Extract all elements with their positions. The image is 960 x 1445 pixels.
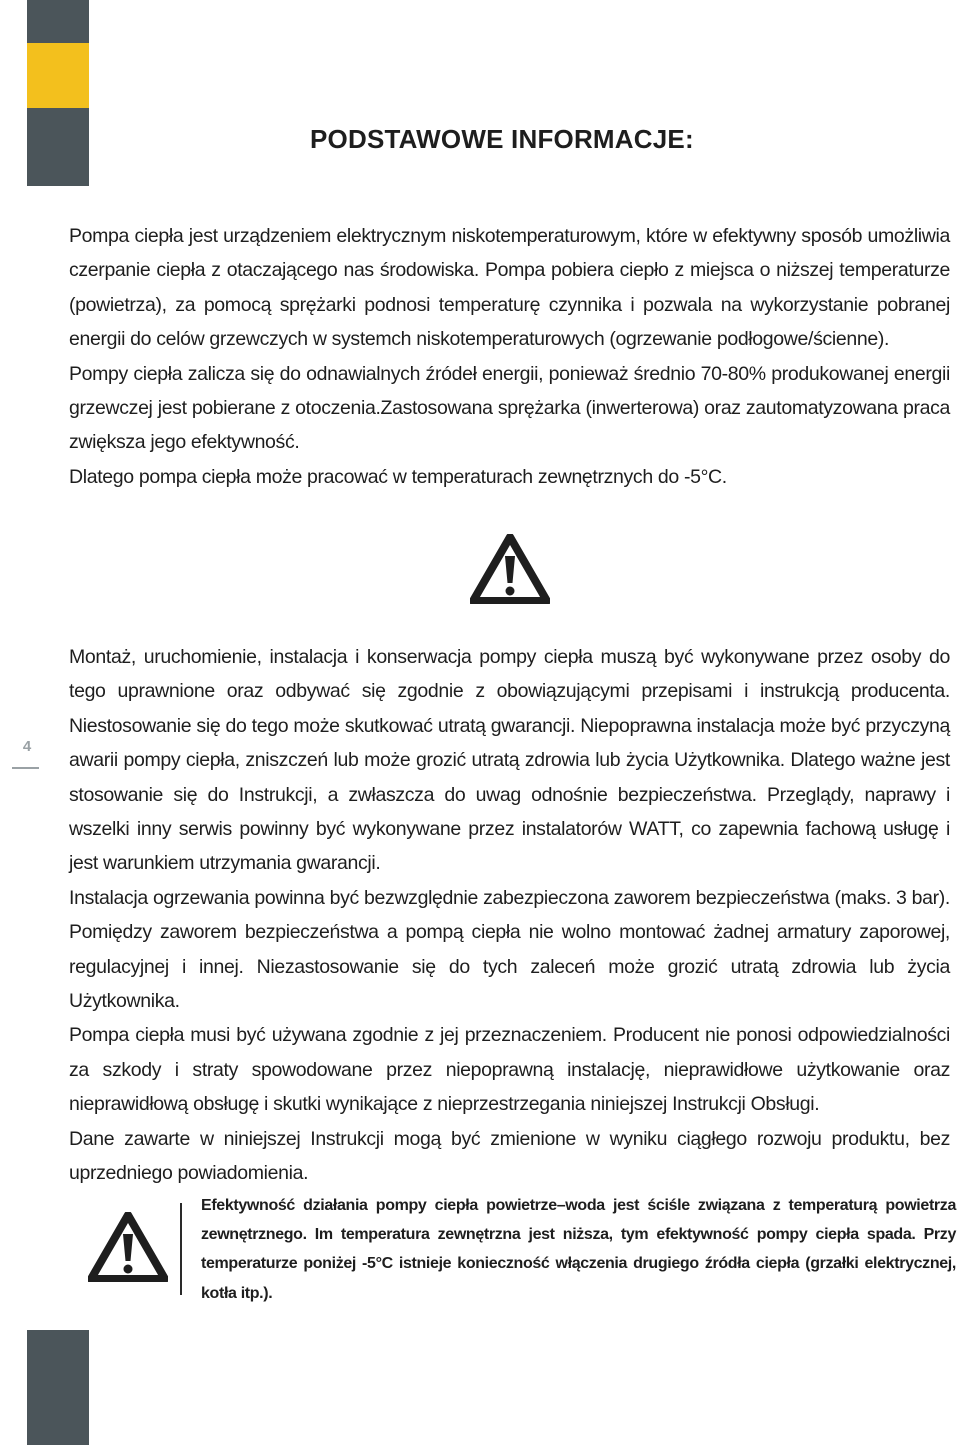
sidebar-block-middle <box>27 108 89 186</box>
efficiency-note: Efektywność działania pompy ciepła powietrze–woda jest ściśle związana z temperaturą powietrza zewnętrznego. Im temperatura zewnętrzna jest niższa, tym efektywność pompy ciepła spada. Przy temperaturze poniżej -5°C istnieje konieczność włączenia drugiego źródła ciepła (grzałki elektrycznej, kotła itp.). <box>201 1197 956 1302</box>
intro-section <box>69 219 950 494</box>
safety-paragraph: Instalacja ogrzewania powinna być bezwzględnie zabezpieczona zaworem bezpieczeństwa (maks. 3 bar). Pomiędzy zaworem bezpieczeństwa a pompą ciepła nie wolno montować żadnej armatury zaporowej, regulacyjnej i innej. Niezastosowanie się do tych zaleceń może grozić utratą zdrowia lub życia Użytkownika. <box>69 886 950 1013</box>
safety-section <box>69 640 950 1191</box>
page-title: PODSTAWOWE INFORMACJE: <box>310 124 694 154</box>
intro-paragraph: Pompa ciepła jest urządzeniem elektrycznym niskotemperaturowym, które w efektywny sposób umożliwia czerpanie ciepła z otaczającego nas środowiska. Pompa pobiera ciepło z miejsca o niższej temperaturze (powietrza), za pomocą sprężarki podnosi temperaturę czynnika i pozwala na wykorzystanie pobranej energii do celów grzewczych w systemch niskotemperaturowych (ogrzewanie podłogowe/ścienne). <box>69 225 950 351</box>
page-number-rule <box>12 767 39 769</box>
sidebar-block-top <box>27 0 89 43</box>
note-divider <box>180 1203 182 1295</box>
safety-paragraph: Montaż, uruchomienie, instalacja i konserwacja pompy ciepła muszą być wykonywane przez osoby do tego uprawnione oraz odbywać się zgodnie z obowiązującymi przepisami i instrukcją producenta. Niestosowanie się do tego może skutkować utratą gwarancji. Niepoprawna instalacja może być przyczyną awarii pompy ciepła, zniszczeń lub może grozić utratą zdrowia lub życia Użytkownika. Dlatego ważne jest stosowanie się do Instrukcji, a zwłaszcza do uwag odnośnie bezpieczeństwa. Przeglądy, naprawy i wszelki inny serwis powinny być wykonywane przez instalatorów WATT, co zapewnia fachową usługę i jest warunkiem utrzymania gwarancji. <box>69 646 950 875</box>
safety-paragraph: Pompa ciepła musi być używana zgodnie z jej przeznaczeniem. Producent nie ponosi odpowiedzialności za szkody i straty spowodowane przez niepoprawną instalację, nieprawidłowe użytkowanie oraz nieprawidłową obsługę i skutki wynikające z nieprzestrzegania niniejszej Instrukcji Obsługi. <box>69 1024 950 1116</box>
intro-paragraph: Dlatego pompa ciepła może pracować w temperaturach zewnętrznych do -5°C. <box>69 465 727 488</box>
warning-triangle-icon <box>88 1212 168 1282</box>
sidebar-block-bottom <box>27 1330 89 1445</box>
safety-paragraph: Dane zawarte w niniejszej Instrukcji mogą być zmienione w wyniku ciągłego rozwoju produktu, bez uprzedniego powiadomienia. <box>69 1127 950 1185</box>
sidebar-accent-yellow <box>27 43 89 108</box>
warning-triangle-icon <box>470 534 550 604</box>
intro-paragraph: Pompy ciepła zalicza się do odnawialnych źródeł energii, ponieważ średnio 70-80% produkowanej energii grzewczej jest pobierane z otoczenia.Zastosowana sprężarka (inwerterowa) oraz zautomatyzowana praca zwiększa jego efektywność. <box>69 362 950 454</box>
page-number: 4 <box>22 738 32 755</box>
